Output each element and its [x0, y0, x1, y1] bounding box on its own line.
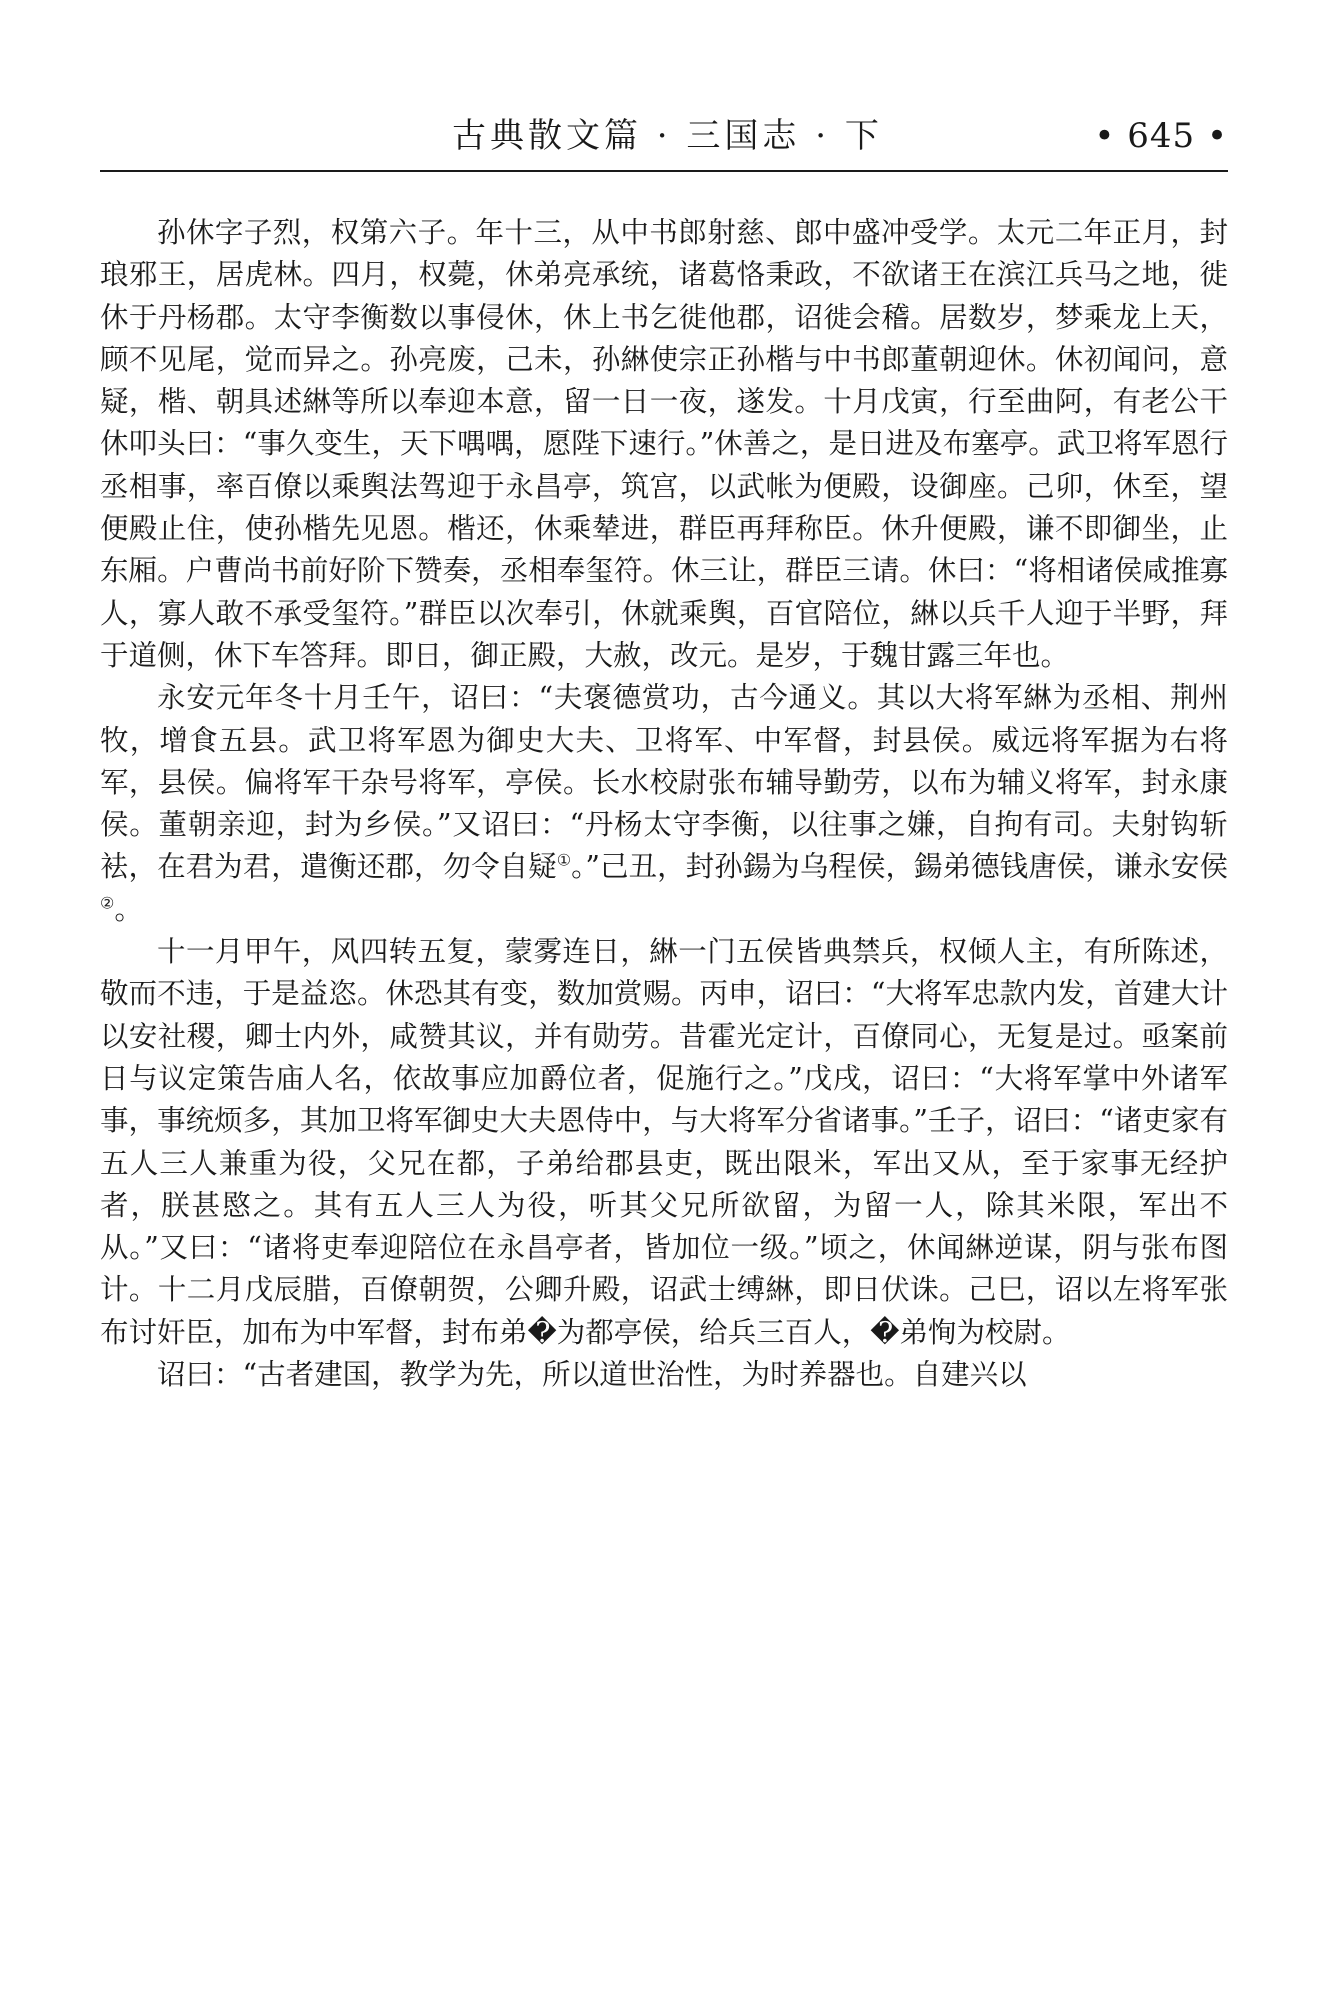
footnote-marker-2: ② [100, 893, 115, 913]
paragraph-text: 。 [114, 892, 143, 926]
running-header [100, 108, 1228, 164]
body-text [100, 212, 1228, 1396]
paragraph-text: 。”己丑，封孙鍚为乌程侯，鍚弟德钱唐侯，谦永安侯 [571, 850, 1228, 884]
paragraph-education-decree: 诏曰：“古者建国，教学为先，所以道世治性，为时养器也。自建兴以 [157, 1358, 1027, 1392]
running-title: 古典散文篇 · 三国志 · 下 [452, 116, 883, 156]
header-rule [100, 170, 1228, 172]
footnote-marker-1: ① [556, 850, 572, 870]
paragraph-sun-xiu-intro: 孙休字子烈，权第六子。年十三，从中书郎射慈、郎中盛冲受学。太元二年正月，封琅邪王，居虎林。四月，权薨，休弟亮承统，诸葛恪秉政，不欲诸王在滨江兵马之地，徙休于丹杨郡。太守李衡数以事侵休，休上书乞徙他郡，诏徙会稽。居数岁，梦乘龙上天，顾不见尾，觉而异之。孙亮废，己未，孙綝使宗正孙楷与中书郎董朝迎休。休初闻问，意疑，楷、朝具述綝等所以奉迎本意，留一日一夜，遂发。十月戊寅，行至曲阿，有老公干休叩头曰：“事久变生，天下喁喁，愿陛下速行。”休善之，是日进及布塞亭。武卫将军恩行丞相事，率百僚以乘舆法驾迎于永昌亭，筑宫，以武帐为便殿，设御座。己卯，休至，望便殿止住，使孙楷先见恩。楷还，休乘辇进，群臣再拜称臣。休升便殿，谦不即御坐，止东厢。户曹尚书前好阶下赞奏，丞相奉玺符。休三让，群臣三请。休曰：“将相诸侯咸推寡人，寡人敢不承受玺符。”群臣以次奉引，休就乘舆，百官陪位，綝以兵千人迎于半野，拜于道侧，休下车答拜。即日，御正殿，大赦，改元。是岁，于魏甘露三年也。 [100, 216, 1228, 672]
paragraph-yongan-decree [100, 677, 1228, 931]
paragraph-sun-lin-downfall: 十一月甲午，风四转五复，蒙雾连日，綝一门五侯皆典禁兵，权倾人主，有所陈述，敬而不违，于是益恣。休恐其有变，数加赏赐。丙申，诏曰：“大将军忠款内发，首建大计以安社稷，卿士内外，咸赞其议，并有勋劳。昔霍光定计，百僚同心，无复是过。亟案前日与议定策告庙人名，依故事应加爵位者，促施行之。”戊戌，诏曰：“大将军掌中外诸军事，事统烦多，其加卫将军御史大夫恩侍中，与大将军分省诸事。”壬子，诏曰：“诸吏家有五人三人兼重为役，父兄在都，子弟给郡县吏，既出限米，军出又从，至于家事无经护者，朕甚愍之。其有五人三人为役，听其父兄所欲留，为留一人，除其米限，军出不从。”又曰：“诸将吏奉迎陪位在永昌亭者，皆加位一级。”顷之，休闻綝逆谋，阴与张布图计。十二月戊辰腊，百僚朝贺，公卿升殿，诏武士缚綝，即日伏诛。己巳，诏以左将军张布讨奸臣，加布为中军督，封布弟�为都亭侯，给兵三百人，�弟恂为校尉。 [100, 935, 1228, 1349]
page-number: • 645 • [1094, 116, 1228, 156]
paragraph-text: 永安元年冬十月壬午，诏曰：“夫褒德赏功，古今通义。其以大将军綝为丞相、荆州牧，增食五县。武卫将军恩为御史大夫、卫将军、中军督，封县侯。威远将军据为右将军，县侯。偏将军干杂号将军，亭侯。长水校尉张布辅导勤劳，以布为辅义将军，封永康侯。董朝亲迎，封为乡侯。”又诏曰：“丹杨太守李衡，以往事之嫌，自拘有司。夫射钩斩袪，在君为君，遣衡还郡，勿令自疑 [100, 681, 1228, 884]
